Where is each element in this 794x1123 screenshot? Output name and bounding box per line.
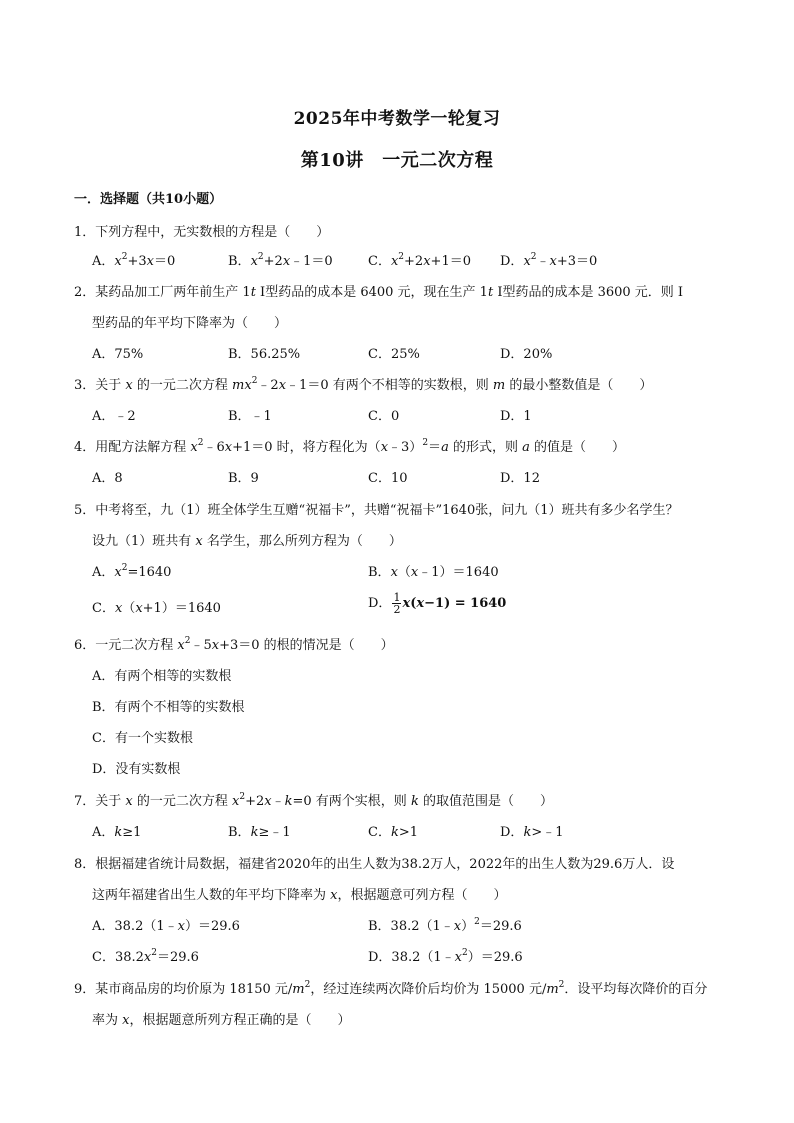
q6-option-c: C．有一个实数根: [92, 731, 193, 746]
q6-option-d: D．没有实数根: [92, 762, 181, 777]
q8-option-b: B．38.2（1﹣x）$^2$＝29.6: [368, 917, 522, 934]
question-5-stem-line2: 设九（1）班共有 x 名学生，那么所列方程为（ ）: [92, 534, 402, 549]
q4-option-b: B．9: [228, 471, 259, 486]
lesson-subtitle: 第10讲 一元二次方程: [300, 150, 494, 171]
q7-option-a: A．k≥1: [92, 825, 142, 840]
q2-option-b: B．56.25%: [228, 347, 301, 362]
q6-option-b: B．有两个不相等的实数根: [92, 700, 245, 715]
q5-option-b: B．x（x﹣1）＝1640: [368, 565, 499, 580]
question-2-stem-line1: 2．某药品加工厂两年前生产 1t Ⅰ型药品的成本是 6400 元，现在生产 1t Ⅰ型药品的成本是 3600 元．则 Ⅰ: [74, 285, 684, 300]
question-3-stem: 3．关于 x 的一元二次方程 $mx^2﹣2x﹣1=0$ 有两个不相等的实数根，则 m 的最小整数值是（ ）: [74, 376, 653, 393]
question-4-stem: 4．用配方法解方程 $x^2﹣6x+1=0$ 时，将方程化为（x﹣3）$^2$＝a 的形式，则 a 的值是（ ）: [74, 438, 625, 455]
q5-option-d: D． $\frac{1}{2}$ x(x−1) = 1640: [368, 591, 507, 616]
page-title: 2025年中考数学一轮复习: [293, 109, 501, 129]
q8-option-a: A．38.2（1﹣x）＝29.6: [92, 919, 240, 934]
q6-option-a: A．有两个相等的实数根: [92, 669, 232, 684]
question-1-stem: 1．下列方程中，无实数根的方程是（ ）: [74, 225, 330, 240]
question-2-stem-line2: 型药品的年平均下降率为（ ）: [92, 316, 288, 331]
q4-option-a: A．8: [92, 471, 123, 486]
q1-option-b: B．$x^2+2x﹣1=0$: [228, 252, 333, 269]
question-8-stem-line1: 8．根据福建省统计局数据，福建省2020年的出生人数为38.2万人，2022年的出生人数为29.6万人．设: [74, 857, 675, 872]
question-6-stem: 6．一元二次方程 $x^2﹣5x+3=0$ 的根的情况是（ ）: [74, 636, 394, 653]
q5-option-a: A．$x^2=1640$: [92, 563, 172, 580]
q1-option-c: C．$x^2+2x+1=0$: [368, 252, 471, 269]
q1-option-a: A．$x^2+3x=0$: [92, 252, 176, 269]
q7-option-b: B．k≥﹣1: [228, 825, 291, 840]
question-8-stem-line2: 这两年福建省出生人数的年平均下降率为 x，根据题意可列方程（ ）: [92, 888, 507, 903]
question-9-stem-line1: 9．某市商品房的均价原为 18150 元$/m^2$，经过连续两次降价后均价为 15000 元$/m^2$．设平均每次降价的百分: [74, 980, 708, 997]
q3-option-c: C．0: [368, 409, 400, 424]
q2-option-d: D．20%: [500, 347, 553, 362]
q7-option-c: C．k>1: [368, 825, 419, 840]
q5-option-c: C．x（x+1）＝1640: [92, 601, 221, 616]
section-heading: 一．选择题（共10小题）: [74, 192, 223, 207]
q3-option-d: D．1: [500, 409, 532, 424]
q7-option-d: D．k>﹣1: [500, 825, 564, 840]
q8-option-c: C．$38.2x^2=29.6$: [92, 948, 199, 965]
q4-option-c: C．10: [368, 471, 408, 486]
q2-option-a: A．75%: [92, 347, 144, 362]
q3-option-b: B．﹣1: [228, 409, 272, 424]
q4-option-d: D．12: [500, 471, 540, 486]
question-7-stem: 7．关于 x 的一元二次方程 $x^2+2x﹣k=0$ 有两个实根，则 k 的取值范围是（ ）: [74, 792, 553, 809]
question-9-stem-line2: 率为 x，根据题意所列方程正确的是（ ）: [92, 1013, 351, 1028]
q3-option-a: A．﹣2: [92, 409, 136, 424]
q1-option-d: D．$x^2﹣x+3=0$: [500, 252, 598, 269]
question-5-stem-line1: 5．中考将至，九（1）班全体学生互赠“祝福卡”，共赠“祝福卡”1640张，问九（1）班共有多少名学生？: [74, 503, 679, 518]
q8-option-d: D．$38.2(1﹣x^2)=29.6$: [368, 948, 523, 965]
q2-option-c: C．25%: [368, 347, 420, 362]
